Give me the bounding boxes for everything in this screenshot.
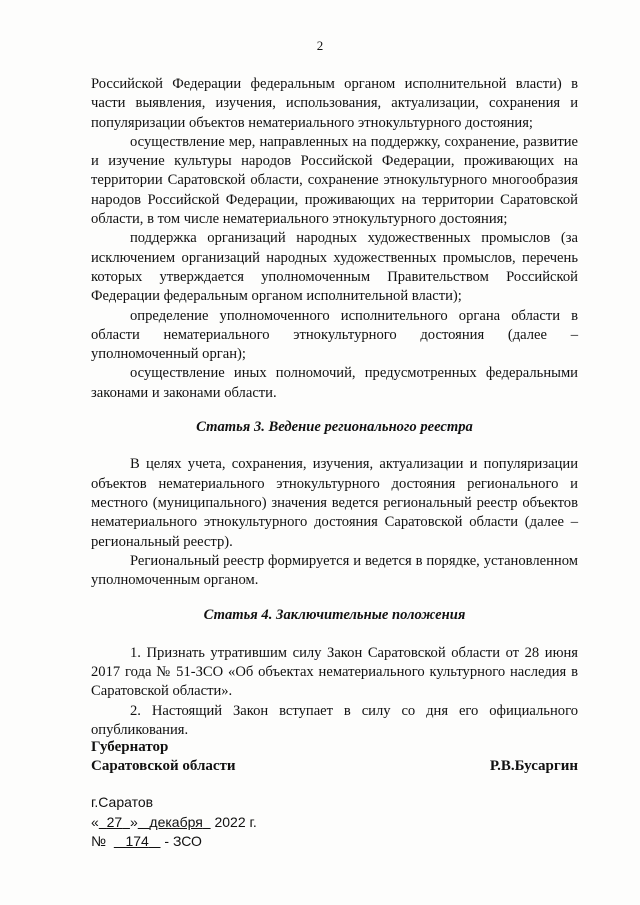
page-number: 2 bbox=[316, 38, 324, 53]
date-year: 2022 г. bbox=[214, 813, 257, 830]
article-3-heading: Статья 3. Ведение регионального реестра bbox=[196, 419, 473, 436]
paragraph: осуществление иных полномочий, предусмотренных федеральными законами и законами области. bbox=[91, 365, 578, 401]
paragraph: поддержка организаций народных художественных промыслов (за исключением организаций народных художественных промыслов, перечень которых утверждается уполномоченным Правительством Российской Федерации федеральным органом исполнительной власти); bbox=[91, 230, 578, 305]
paragraph: Российской Федерации федеральным органом исполнительной власти) в части выявления, изучения, использования, актуализации, сохранения и популяризации объектов нематериального этнокультурного достояния; bbox=[91, 76, 578, 131]
law-suffix: - ЗСО bbox=[164, 833, 202, 849]
date-line: « 27 » декабря 2022 г. bbox=[91, 813, 257, 830]
paragraph: 2. Настоящий Закон вступает в силу со дня его официального опубликования. bbox=[91, 702, 578, 738]
paragraph: определение уполномоченного исполнительного органа области в области нематериального этнокультурного достояния (далее – уполномоченный орган); bbox=[91, 307, 578, 363]
paragraph: Региональный реестр формируется и ведется в порядке, установленном уполномоченным органом. bbox=[91, 552, 578, 589]
paragraph: В целях учета, сохранения, изучения, актуализации и популяризации объектов нематериального этнокультурного достояния регионального и местного (муниципального) значения ведется региональный реестр объектов нематериального этнокультурного достояния Саратовской области (далее – региональный реестр). bbox=[91, 456, 578, 550]
article-4-heading: Статья 4. Заключительные положения bbox=[203, 607, 466, 624]
law-number-line: № 174 - ЗСО bbox=[91, 833, 202, 849]
place-date-block bbox=[91, 793, 257, 852]
law-number: 174 bbox=[125, 833, 149, 849]
date-day: 27 bbox=[106, 813, 123, 830]
paragraph: осуществление мер, направленных на поддержку, сохранение, развитие и изучение культуры народов Российской Федерации, проживающих на территории Саратовской области, сохранение этнокультурного многообразия народов Российской Федерации, проживающих на территории Саратовской области, в том числе нематериального этнокультурного достояния; bbox=[91, 133, 578, 228]
city: г.Саратов bbox=[91, 794, 154, 810]
document-body bbox=[91, 75, 578, 740]
signatory-name: Р.В.Бусаргин bbox=[489, 758, 578, 774]
signature-block bbox=[91, 738, 578, 776]
signatory-region: Саратовской области bbox=[91, 758, 236, 774]
signatory-position: Губернатор bbox=[91, 739, 169, 755]
paragraph: 1. Признать утратившим силу Закон Саратовской области от 28 июня 2017 года № 51-ЗСО «Об объектах нематериального культурного наследия в Саратовской области». bbox=[91, 644, 578, 700]
date-month: декабря bbox=[149, 813, 203, 830]
